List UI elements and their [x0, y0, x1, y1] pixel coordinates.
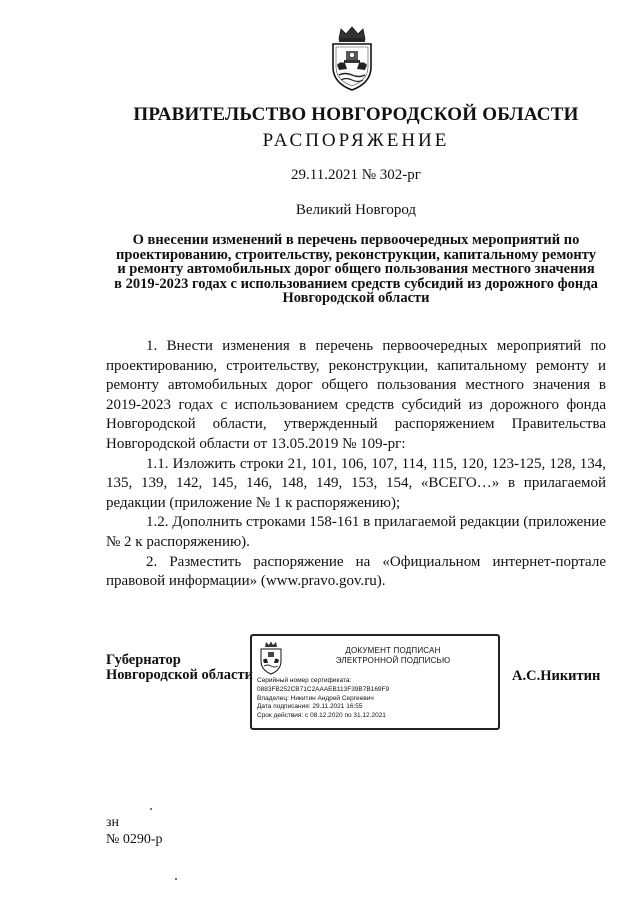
scan-speck [150, 808, 152, 810]
ecp-validity: Срок действия: с 08.12.2020 по 31.12.2021 [257, 712, 386, 720]
ecp-signed-date: Дата подписания: 29.11.2021 16:55 [257, 703, 363, 711]
document-date-number: 29.11.2021 № 302-рг [291, 167, 421, 183]
ecp-heading [288, 646, 498, 666]
government-title: ПРАВИТЕЛЬСТВО НОВГОРОДСКОЙ ОБЛАСТИ [133, 104, 579, 125]
document-type: РАСПОРЯЖЕНИЕ [262, 130, 450, 151]
ecp-heading-line: ДОКУМЕНТ ПОДПИСАН [345, 646, 441, 655]
subject-line: Новгородской области [282, 290, 430, 306]
footer-initials: зн [106, 815, 120, 830]
ecp-details [257, 677, 497, 721]
ecp-heading-line: ЭЛЕКТРОННОЙ ПОДПИСЬЮ [335, 656, 451, 665]
paragraph-1-1: 1.1. Изложить строки 21, 101, 106, 107, 114, 115, 120, 123-125, 128, 134, 135, 139, 142, 145, 146, 148, 149, 153, 154, «ВСЕГО…» в прилагаемой редакции (приложение № 1 к распоряжению); [106, 455, 606, 511]
ecp-coat-of-arms-icon [258, 641, 284, 675]
novgorod-coat-of-arms-icon [327, 25, 377, 93]
footer-number: № 0290-р [106, 832, 163, 847]
electronic-signature-stamp [250, 634, 500, 730]
paragraph-1: 1. Внести изменения в перечень первоочередных мероприятий по проектированию, строительству, реконструкции, капитальному ремонту и ремонту автомобильных дорог общего пользования местного значения в 2019-2023 годах с использованием средств субсидий из дорожного фонда Новгородской области, утвержденный распоряжением Правительства Новгородской области от 13.05.2019 № 109-рг: [106, 338, 606, 452]
document-body [106, 337, 606, 592]
ecp-owner: Владелец: Никитин Андрей Сергеевич [257, 694, 374, 702]
document-subject [108, 233, 604, 306]
ecp-cert-label: Серийный номер сертификата: [257, 677, 352, 684]
subject-line: в 2019-2023 годах с использованием средств субсидий из дорожного фонда [114, 275, 598, 292]
subject-line: О внесении изменений в перечень первоочередных мероприятий по [132, 232, 580, 248]
footer-registration [106, 814, 163, 848]
document-city: Великий Новгород [295, 202, 417, 218]
signer-position-line: Новгородской области [106, 666, 253, 683]
subject-line: и ремонту автомобильных дорог общего пользования местного значения [117, 261, 595, 277]
ecp-cert-serial: 0883FB252CB71C2AAAEB113F39B7B169F9 [257, 685, 390, 693]
signer-position [106, 653, 253, 682]
scan-speck [175, 878, 177, 880]
signer-name: А.С.Никитин [512, 668, 601, 684]
subject-line: проектированию, строительству, реконструкции, капитальному ремонту [116, 246, 596, 263]
paragraph-2: 2. Разместить распоряжение на «Официальном интернет-портале правовой информации» (www.pravo.gov.ru). [106, 553, 606, 590]
signer-position-line: Губернатор [106, 652, 181, 668]
paragraph-1-2: 1.2. Дополнить строками 158-161 в прилагаемой редакции (приложение № 2 к распоряжению). [106, 514, 606, 550]
